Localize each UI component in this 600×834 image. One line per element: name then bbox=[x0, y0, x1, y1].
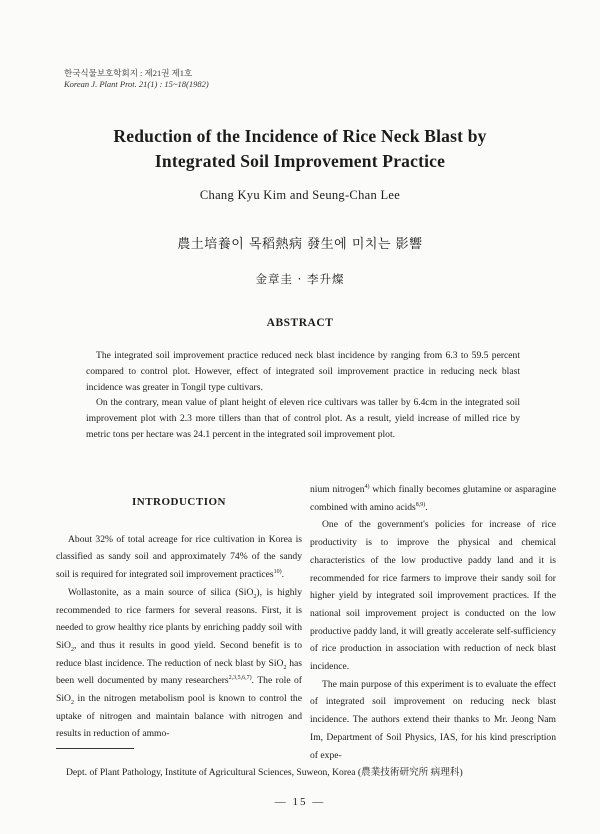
introduction-heading: INTRODUCTION bbox=[131, 496, 226, 508]
reference-marker: 10) bbox=[273, 568, 282, 575]
reference-marker: 4) bbox=[364, 483, 370, 490]
right-column bbox=[310, 481, 556, 764]
korean-authors: 金章圭 · 李升燦 bbox=[255, 272, 345, 286]
left-column bbox=[56, 494, 302, 743]
reference-marker: 2,3,5,6,7) bbox=[228, 675, 252, 682]
abstract-heading: ABSTRACT bbox=[266, 317, 334, 329]
intro-paragraph-2-continued bbox=[310, 481, 556, 516]
authors: Chang Kyu Kim and Seung-Chan Lee bbox=[199, 188, 401, 202]
intro-paragraph-2 bbox=[56, 584, 302, 743]
title-line-1: Reduction of the Incidence of Rice Neck Blast by bbox=[113, 126, 487, 146]
intro-p2-text-c: , and thus it results in good yield. Second benefit is to reduce blast incidence. The reduction of neck blast by SiO bbox=[56, 639, 302, 669]
subscript: 2 bbox=[70, 646, 74, 653]
footnote-rule bbox=[56, 748, 134, 749]
page-number: — 15 — bbox=[274, 796, 326, 808]
intro-paragraph-4: The main purpose of this experiment is to evaluate the effect of integrated soil improvement on reducing neck blast incidence. The authors extend their thanks to Mr. Jeong Nam Im, Department of Soil Physics, IAS, for his kind prescription of expe- bbox=[310, 678, 556, 761]
journal-citation bbox=[64, 68, 209, 90]
paper-title bbox=[40, 124, 560, 174]
journal-korean: 한국식물보호학회지 : 제21권 제1호 bbox=[64, 68, 193, 78]
intro-paragraph-3: One of the government's policies for increase of rice productivity is to improve the physical and chemical characteristics of the low productive paddy land and it is recommended for rice farmers to improve their sandy soil for higher yield by integrated soil improvement practices. If the national soil improvement project is conducted on the low productive paddy land, it will greatly accelerate self-sufficiency of rice production in association with reduction of neck blast incidence. bbox=[310, 519, 556, 673]
subscript: 2 bbox=[283, 664, 287, 671]
journal-english: Korean J. Plant Prot. 21(1) : 15~18(1982) bbox=[64, 79, 209, 89]
abstract-paragraph-1: The integrated soil improvement practice reduced neck blast incidence by ranging from 6.3 to 59.5 percent compared to control plot. However, effect of integrated soil improvement practice in reducing neck blast incidence was greater in Tongil type cultivars. bbox=[86, 350, 520, 393]
intro-p1-text: About 32% of total acreage for rice cultivation in Korea is classified as sandy soil and approximately 74% of the sandy soil is required for integrated soil improvement practices bbox=[56, 533, 302, 581]
abstract-paragraph-2: On the contrary, mean value of plant height of eleven rice cultivars was taller by 6.4cm in the integrated soil improvement plot with 2.3 more tillers than that of control plot. As a result, yield increase of milled rice by metric tons per hectare was 24.1 percent in the integrated soil improvement plot. bbox=[86, 397, 520, 440]
reference-marker: 8,9) bbox=[415, 501, 426, 508]
continued-text-b: which finally becomes glutamine or asparagine combined with amino acids bbox=[310, 484, 556, 513]
subscript: 2 bbox=[253, 593, 257, 600]
abstract bbox=[86, 348, 520, 443]
intro-p2-text-f: in the nitrogen metabolism pool is known to control the uptake of nitrogen and maintain balance with nitrogen and results in reduction of ammo- bbox=[56, 693, 302, 740]
intro-paragraph-1: About 32% of total acreage for rice cultivation in Korea is classified as sandy soil and approximately 74% of the sandy soil is required for integrated soil improvement practices$^{10)}$. bbox=[56, 533, 302, 581]
title-line-2: Integrated Soil Improvement Practice bbox=[154, 151, 446, 171]
intro-p2-text-e: . The role of SiO bbox=[56, 675, 302, 705]
korean-title: 農土培養이 목稻熱病 發生에 미치는 影響 bbox=[177, 237, 423, 252]
affiliation-footnote: Dept. of Plant Pathology, Institute of Agricultural Sciences, Suweon, Korea (農業技術研究所 病理科) bbox=[66, 767, 463, 778]
continued-text-c: . bbox=[425, 501, 428, 513]
intro-p2-text-a: Wollastonite, as a main source of silica (SiO bbox=[68, 586, 254, 598]
continued-text-a: nium nitrogen bbox=[310, 484, 365, 495]
subscript: 2 bbox=[70, 699, 74, 706]
intro-p2-text-b: ), is highly recommended to rice farmers for several reasons. First, it is needed to grow healthy rice plants by enriching paddy soil with SiO bbox=[56, 586, 302, 651]
intro-p2-text-d: has been well documented by many researchers bbox=[56, 657, 303, 687]
